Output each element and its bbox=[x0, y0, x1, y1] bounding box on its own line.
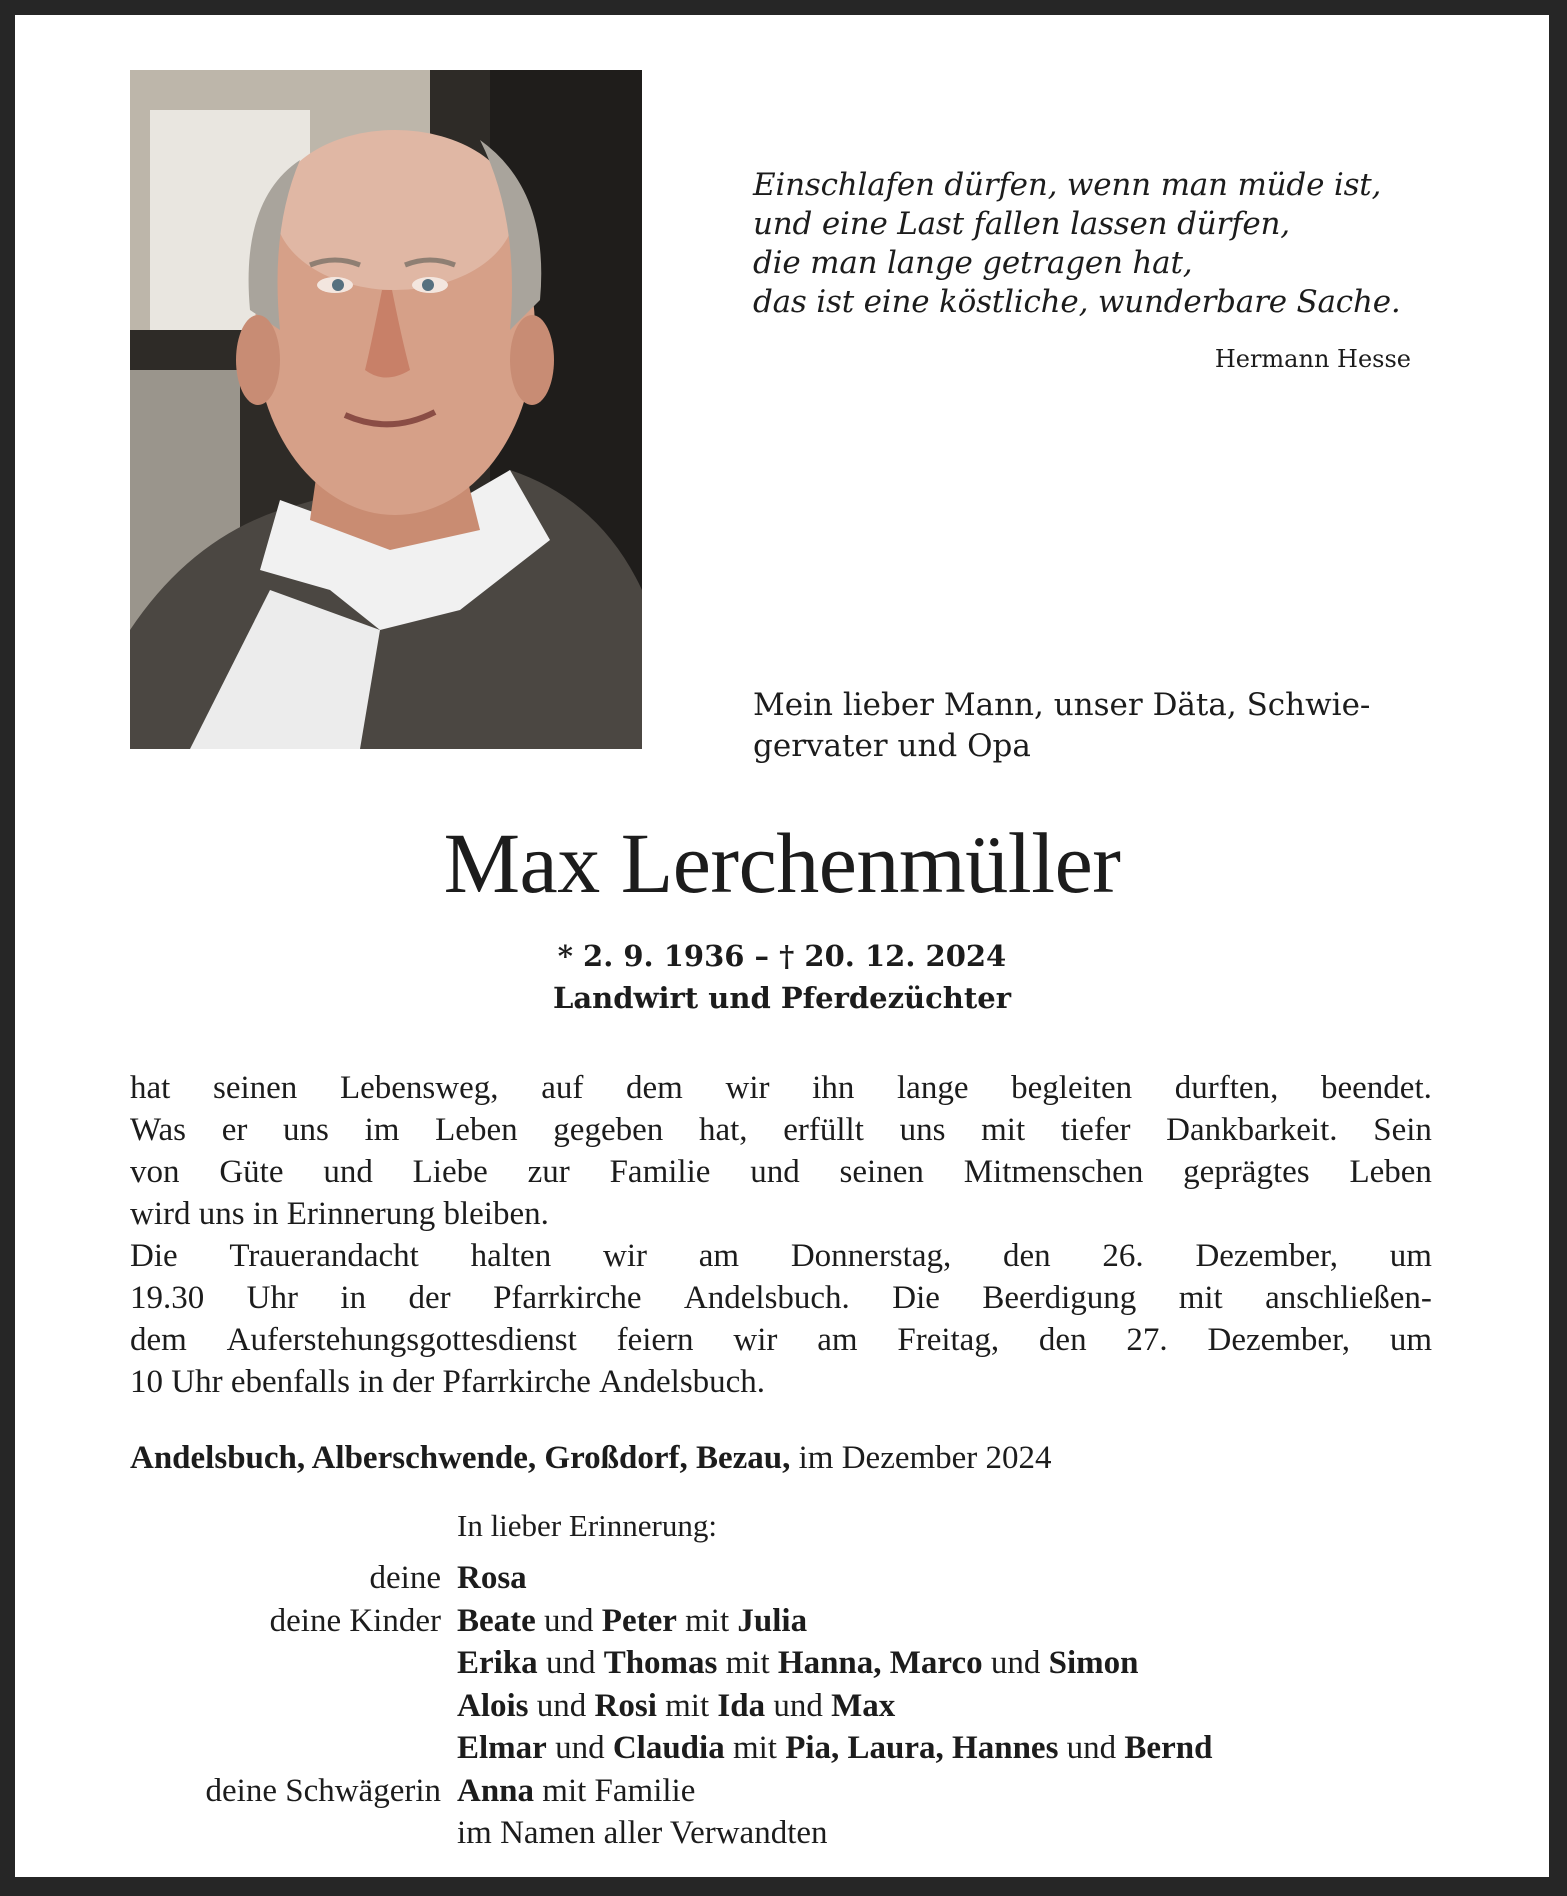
body-line: wird uns in Erinnerung bleiben. bbox=[130, 1196, 549, 1232]
places-date: im Dezember 2024 bbox=[798, 1440, 1052, 1476]
mourner-row bbox=[15, 1812, 1549, 1855]
mourner-row bbox=[15, 1770, 1549, 1813]
obituary-body bbox=[130, 1067, 1432, 1403]
obituary-card bbox=[15, 15, 1549, 1877]
mourner-row bbox=[15, 1600, 1549, 1643]
quote-line: das ist eine köstliche, wunderbare Sache. bbox=[753, 284, 1401, 320]
body-line: Was er uns im Leben gegeben hat, erfüllt uns mit tiefer Dankbarkeit. Sein bbox=[130, 1112, 1432, 1148]
mourner-names: Elmar und Claudia mit Pia, Laura, Hannes und Bernd bbox=[457, 1730, 1213, 1766]
places-line bbox=[130, 1440, 1052, 1477]
memory-heading: In lieber Erinnerung: bbox=[457, 1508, 717, 1543]
body-line: Die Trauerandacht halten wir am Donnerstag, den 26. Dezember, um bbox=[130, 1238, 1432, 1274]
mourner-relation: deine bbox=[369, 1560, 441, 1596]
intro-text bbox=[753, 685, 1370, 767]
quote-author: Hermann Hesse bbox=[1214, 345, 1411, 373]
mourner-row bbox=[15, 1727, 1549, 1770]
mourner-relation: deine Schwägerin bbox=[205, 1772, 441, 1809]
mourner-names: Anna mit Familie bbox=[457, 1772, 696, 1809]
mourner-row bbox=[15, 1557, 1549, 1600]
occupation: Landwirt und Pferdezüchter bbox=[553, 981, 1011, 1015]
mourners-list bbox=[15, 1557, 1549, 1855]
mourner-names: Rosa bbox=[457, 1560, 527, 1596]
body-line: 10 Uhr ebenfalls in der Pfarrkirche Andelsbuch. bbox=[130, 1364, 766, 1400]
life-dates: * 2. 9. 1936 – † 20. 12. 2024 bbox=[557, 939, 1007, 973]
quote-line: die man lange getragen hat, bbox=[753, 245, 1193, 281]
intro-line: Mein lieber Mann, unser Däta, Schwie- bbox=[753, 687, 1371, 723]
body-line: hat seinen Lebensweg, auf dem wir ihn lange begleiten durften, beendet. bbox=[130, 1070, 1432, 1106]
mourner-names: Erika und Thomas mit Hanna, Marco und Simon bbox=[457, 1645, 1139, 1681]
quote bbox=[753, 166, 1401, 322]
mourner-row bbox=[15, 1642, 1549, 1685]
mourner-names: Beate und Peter mit Julia bbox=[457, 1602, 808, 1639]
body-line: dem Auferstehungsgottesdienst feiern wir am Freitag, den 27. Dezember, um bbox=[130, 1322, 1432, 1358]
body-line: 19.30 Uhr in der Pfarrkirche Andelsbuch. Die Beerdigung mit anschließen- bbox=[130, 1280, 1432, 1316]
quote-line: Einschlafen dürfen, wenn man müde ist, bbox=[753, 167, 1382, 203]
mourner-row bbox=[15, 1685, 1549, 1728]
mourner-relation: deine Kinder bbox=[269, 1602, 441, 1639]
portrait-illustration bbox=[130, 70, 642, 749]
intro-line: gervater und Opa bbox=[753, 728, 1031, 764]
portrait-photo bbox=[130, 70, 642, 749]
quote-line: und eine Last fallen lassen dürfen, bbox=[753, 206, 1290, 242]
deceased-name: Max Lerchenmüller bbox=[443, 815, 1121, 911]
mourner-names: Alois und Rosi mit Ida und Max bbox=[457, 1687, 896, 1724]
places-names: Andelsbuch, Alberschwende, Großdorf, Bezau, bbox=[130, 1440, 791, 1476]
body-line: von Güte und Liebe zur Familie und seinen Mitmenschen geprägtes Leben bbox=[130, 1154, 1432, 1190]
mourner-names: im Namen aller Verwandten bbox=[457, 1815, 828, 1851]
